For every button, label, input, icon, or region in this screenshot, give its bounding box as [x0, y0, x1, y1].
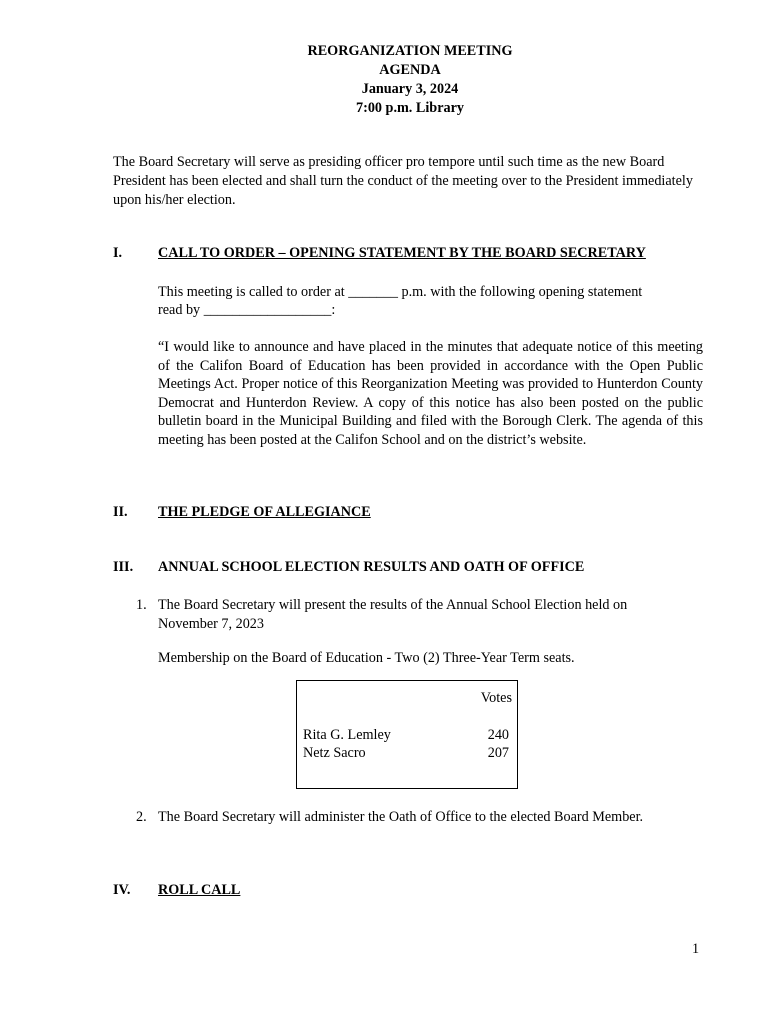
membership-line: Membership on the Board of Education - Two (2) Three-Year Term seats.	[158, 650, 575, 666]
item-1-text: The Board Secretary will present the results of the Annual School Election held on November 7, 2023	[158, 597, 628, 632]
header-title: REORGANIZATION MEETING	[307, 43, 513, 59]
section-2-number: II.	[113, 504, 128, 520]
section-1-title: CALL TO ORDER – OPENING STATEMENT BY THE BOARD SECRETARY	[158, 245, 646, 261]
page-number: 1	[692, 941, 700, 957]
candidate-name: Netz Sacro	[303, 745, 366, 761]
header-time-location: 7:00 p.m. Library	[356, 100, 464, 116]
candidate-votes: 240	[487, 727, 509, 743]
header-subtitle: AGENDA	[379, 62, 441, 78]
header-date: January 3, 2024	[361, 81, 459, 97]
read-by-line: read by __________________:	[158, 302, 336, 318]
item-2-text: The Board Secretary will administer the Oath of Office to the elected Board Member.	[158, 809, 644, 825]
section-3-number: III.	[113, 559, 134, 575]
item-1-number: 1.	[136, 597, 147, 613]
agenda-header	[0, 42, 770, 118]
call-to-order-line: This meeting is called to order at _______ p.m. with the following opening statement	[158, 284, 643, 300]
candidate-name: Rita G. Lemley	[303, 727, 391, 743]
intro-paragraph: The Board Secretary will serve as presiding officer pro tempore until such time as the new Board President has been elected and shall turn the conduct of the meeting over to the President immediately upon his/her election.	[113, 154, 693, 208]
section-4-title: ROLL CALL	[158, 882, 241, 898]
section-1-number: I.	[113, 245, 123, 261]
section-3-title: ANNUAL SCHOOL ELECTION RESULTS AND OATH OF OFFICE	[158, 559, 585, 575]
section-4-number: IV.	[113, 882, 131, 898]
candidate-votes: 207	[487, 745, 509, 761]
section-2-title: THE PLEDGE OF ALLEGIANCE	[158, 504, 371, 520]
opening-statement: “I would like to announce and have placed in the minutes that adequate notice of this meeting of the Califon Board of Education has been provided in accordance with the Open Public Meetings Act. Proper notice of this Reorganization Meeting was provided to Hunterdon County Democrat and Hunterdon Review. A copy of this notice has also been posted on the public bulletin board in the Municipal Building and filed with the Borough Clerk. The agenda of this meeting has been posted at the Califon School and on the district’s website.	[158, 339, 703, 448]
election-results-box	[296, 680, 518, 789]
votes-column-header: Votes	[480, 690, 512, 706]
item-2-number: 2.	[136, 809, 147, 825]
